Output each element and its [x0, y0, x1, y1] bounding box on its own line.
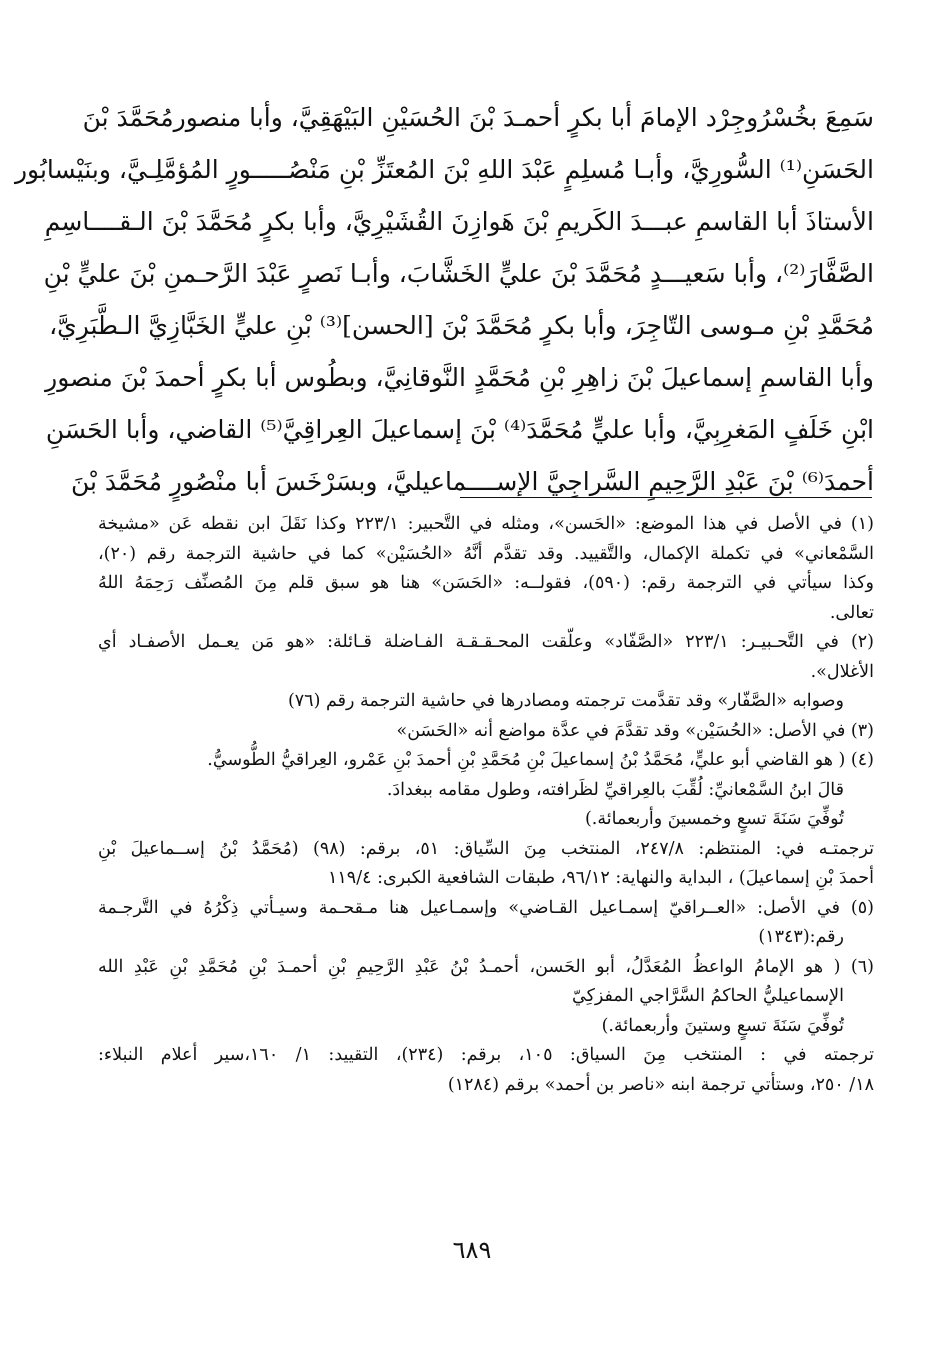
footnote-separator [460, 497, 872, 498]
footnote-line: الأغلال». [810, 661, 874, 682]
footnote-line: ترجمتـه في: المنتظم: ٢٤٧/٨، المنتخب مِنَ السِّياق: ٥١، برقم: (٩٨) (مُحَمَّدُ بْنُ إســماعيلَ بْنِ [98, 838, 875, 859]
footnote-line: أحمدَ بْنِ إسماعيلَ) ، البداية والنهاية: ٩٦/١٢، طبقات الشافعية الكبرى: ١١٩/٤ [328, 868, 874, 888]
main-line: ابْنِ خَلَفٍ المَغرِبِيَّ، وأبا عليٍّ مُحَمَّدَ⁽⁴⁾ بْنَ إسماعيلَ العِراقِيَّ⁽⁵⁾ القاضي، وأبا الحَسَنِ [45, 415, 874, 444]
main-line: مُحَمَّدِ بْنِ مـوسى التّاجِرَ، وأبا بكرٍ مُحَمَّدَ بْنَ [الحسن]⁽³⁾ بْنِ عليٍّ الخَبَّازِيَّ الـطَّبَرِيَّ، [49, 311, 874, 340]
footnote-line: تُوفِّيَ سَنَةَ تسعٍ وستينَ وأربعمائة.) [601, 1015, 844, 1036]
footnote-line: الإسماعيليُّ الحاكمُ السَّرَّاجي المفزكِيّ [571, 986, 844, 1006]
footnote-line: (١) في الأصل في هذا الموضع: «الحَسن»، ومثله في التَّحبير: ٢٢٣/١ وكذا نَقَلَ ابن نقطه عَن «مشيخة [98, 514, 874, 534]
footnote-line: وصوابه «الصَّفّار» وقد تقدَّمت ترجمته ومصادرها في حاشية الترجمة رقم (٧٦) [287, 691, 844, 711]
footnotes [98, 510, 874, 1100]
main-line: الصَّفَّارَ⁽²⁾، وأبا سَعيـــدٍ مُحَمَّدَ بْنَ عليٍّ الخَشَّابَ، وأبـا نَصرٍ عَبْدَ الرَّحـمنِ بْنَ عليٍّ بْنِ [43, 259, 874, 288]
footnote-line: (٦) ( هو الإمامُ الواعظُ المُعَدَّلُ، أبو الحَسن، أحمـدُ بْنُ عَبْدِ الرَّحِيمِ بْنِ أحمـدَ بْنِ مُحَمَّدِ بْنِ عَبْدِ الله [98, 956, 874, 977]
footnote-line: تعالى. [829, 602, 874, 623]
footnote-line: ترجمته في : المنتخب مِنَ السياق: ١٠٥، برقم: (٢٣٤)، التقييد: ١/ ١٦٠،سير أعلام النبلاء: [98, 1045, 874, 1065]
main-line: وأبا القاسمِ إسماعيلَ بْنَ زاهِرِ بْنِ مُحَمَّدٍ النَّوقانِيَّ، وبطُوس أبا بكرٍ أحمدَ بْنَ منصورِ [45, 363, 874, 392]
main-line: الأستاذَ أبا القاسمِ عبـــدَ الكَريمِ بْنَ هَوازِنَ القُشَيْرِيَّ، وأبا بكرٍ مُحَمَّدَ بْنَ الـقــــاسِمِ [44, 207, 874, 236]
footnote-line: (٣) في الأصل: «الحُسَيْن» وقد تقدَّمَ في عدَّة مواضع أنه «الحَسَن» [396, 720, 874, 741]
footnote-line: رقم:(١٣٤٣) [758, 927, 844, 947]
footnote-line: تُوفِّيَ سَنَةَ تسعٍ وخمسينَ وأربعمائة.) [584, 809, 844, 829]
page-number: ٦٨٩ [452, 1236, 492, 1264]
footnote-line: (٤) ( هو القاضي أبو عليٍّ، مُحَمَّدُ بْنُ إسماعيلَ بْنِ مُحَمَّدِ بْنِ أحمدَ بْنِ عَمْرو، العِراقيُّ الطُّوسيُّ. [207, 750, 874, 770]
footnote-line: قالَ ابنُ السَّمْعانيِّ: لُقِّبَ بالعِراقيِّ لظَرافته، وطول مقامه ببغدادَ. [386, 779, 844, 800]
main-line: أحمدَ⁽⁶⁾ بْنَ عَبْدِ الرَّحِيمِ السَّراجِيَّ الإســــماعيليَّ، وبسَرْخَسَ أبا منْصُورٍ مُحَمَّدَ بْنَ [70, 467, 874, 496]
footnote-line: السَّمْعاني» في تكملة الإكمال، والتَّقييد. وقد تقدَّم أنَّهُ «الحُسَيْن» كما في حاشية الترجمة رقم (٢٠)، [98, 543, 874, 564]
footnote-line: ١٨/ ٢٥٠، وستأتي ترجمة ابنه «ناصر بن أحمد» برقم (١٢٨٤) [447, 1074, 874, 1095]
main-text [14, 92, 874, 508]
main-line: سَمِعَ بخُسْرُوجِرْد الإمامَ أبا بكرٍ أحمـدَ بْنَ الحُسَيْنِ البَيْهَقِيَّ، وأبا منصورمُحَمَّدَ بْنَ [82, 103, 874, 132]
footnote-line: وكذا سيأتي في الترجمة رقم: (٥٩٠)، فقولــه: «الحَسَن» هنا هو سبق قلم مِنَ المُصنِّف رَحِمَهُ اللهُ [98, 573, 874, 593]
footnote-line: (٥) في الأصل: «العــراقيّ إسمـاعيل القـاضي» وإسمـاعيل هنا مـقحـمة وسيـأتي ذِكْرُهُ في التَّرجـمة [98, 897, 874, 918]
footnote-line: (٢) في التَّحـبيـر: ٢٢٣/١ «الصَّفّاد» وعلّقت المحـقـقـة الفـاضلة قـائلة: «هو مَن يعـمل الأصفـاد أي [98, 632, 874, 652]
main-line: الحَسَنِ⁽¹⁾ السُّورِيَّ، وأبـا مُسلِمٍ عَبْدَ اللهِ بْنَ المُعتَزِّ بْنِ مَنْصُـــــورٍ المُؤمَّلِـيَّ، وبنَيْسابُور [14, 155, 874, 184]
